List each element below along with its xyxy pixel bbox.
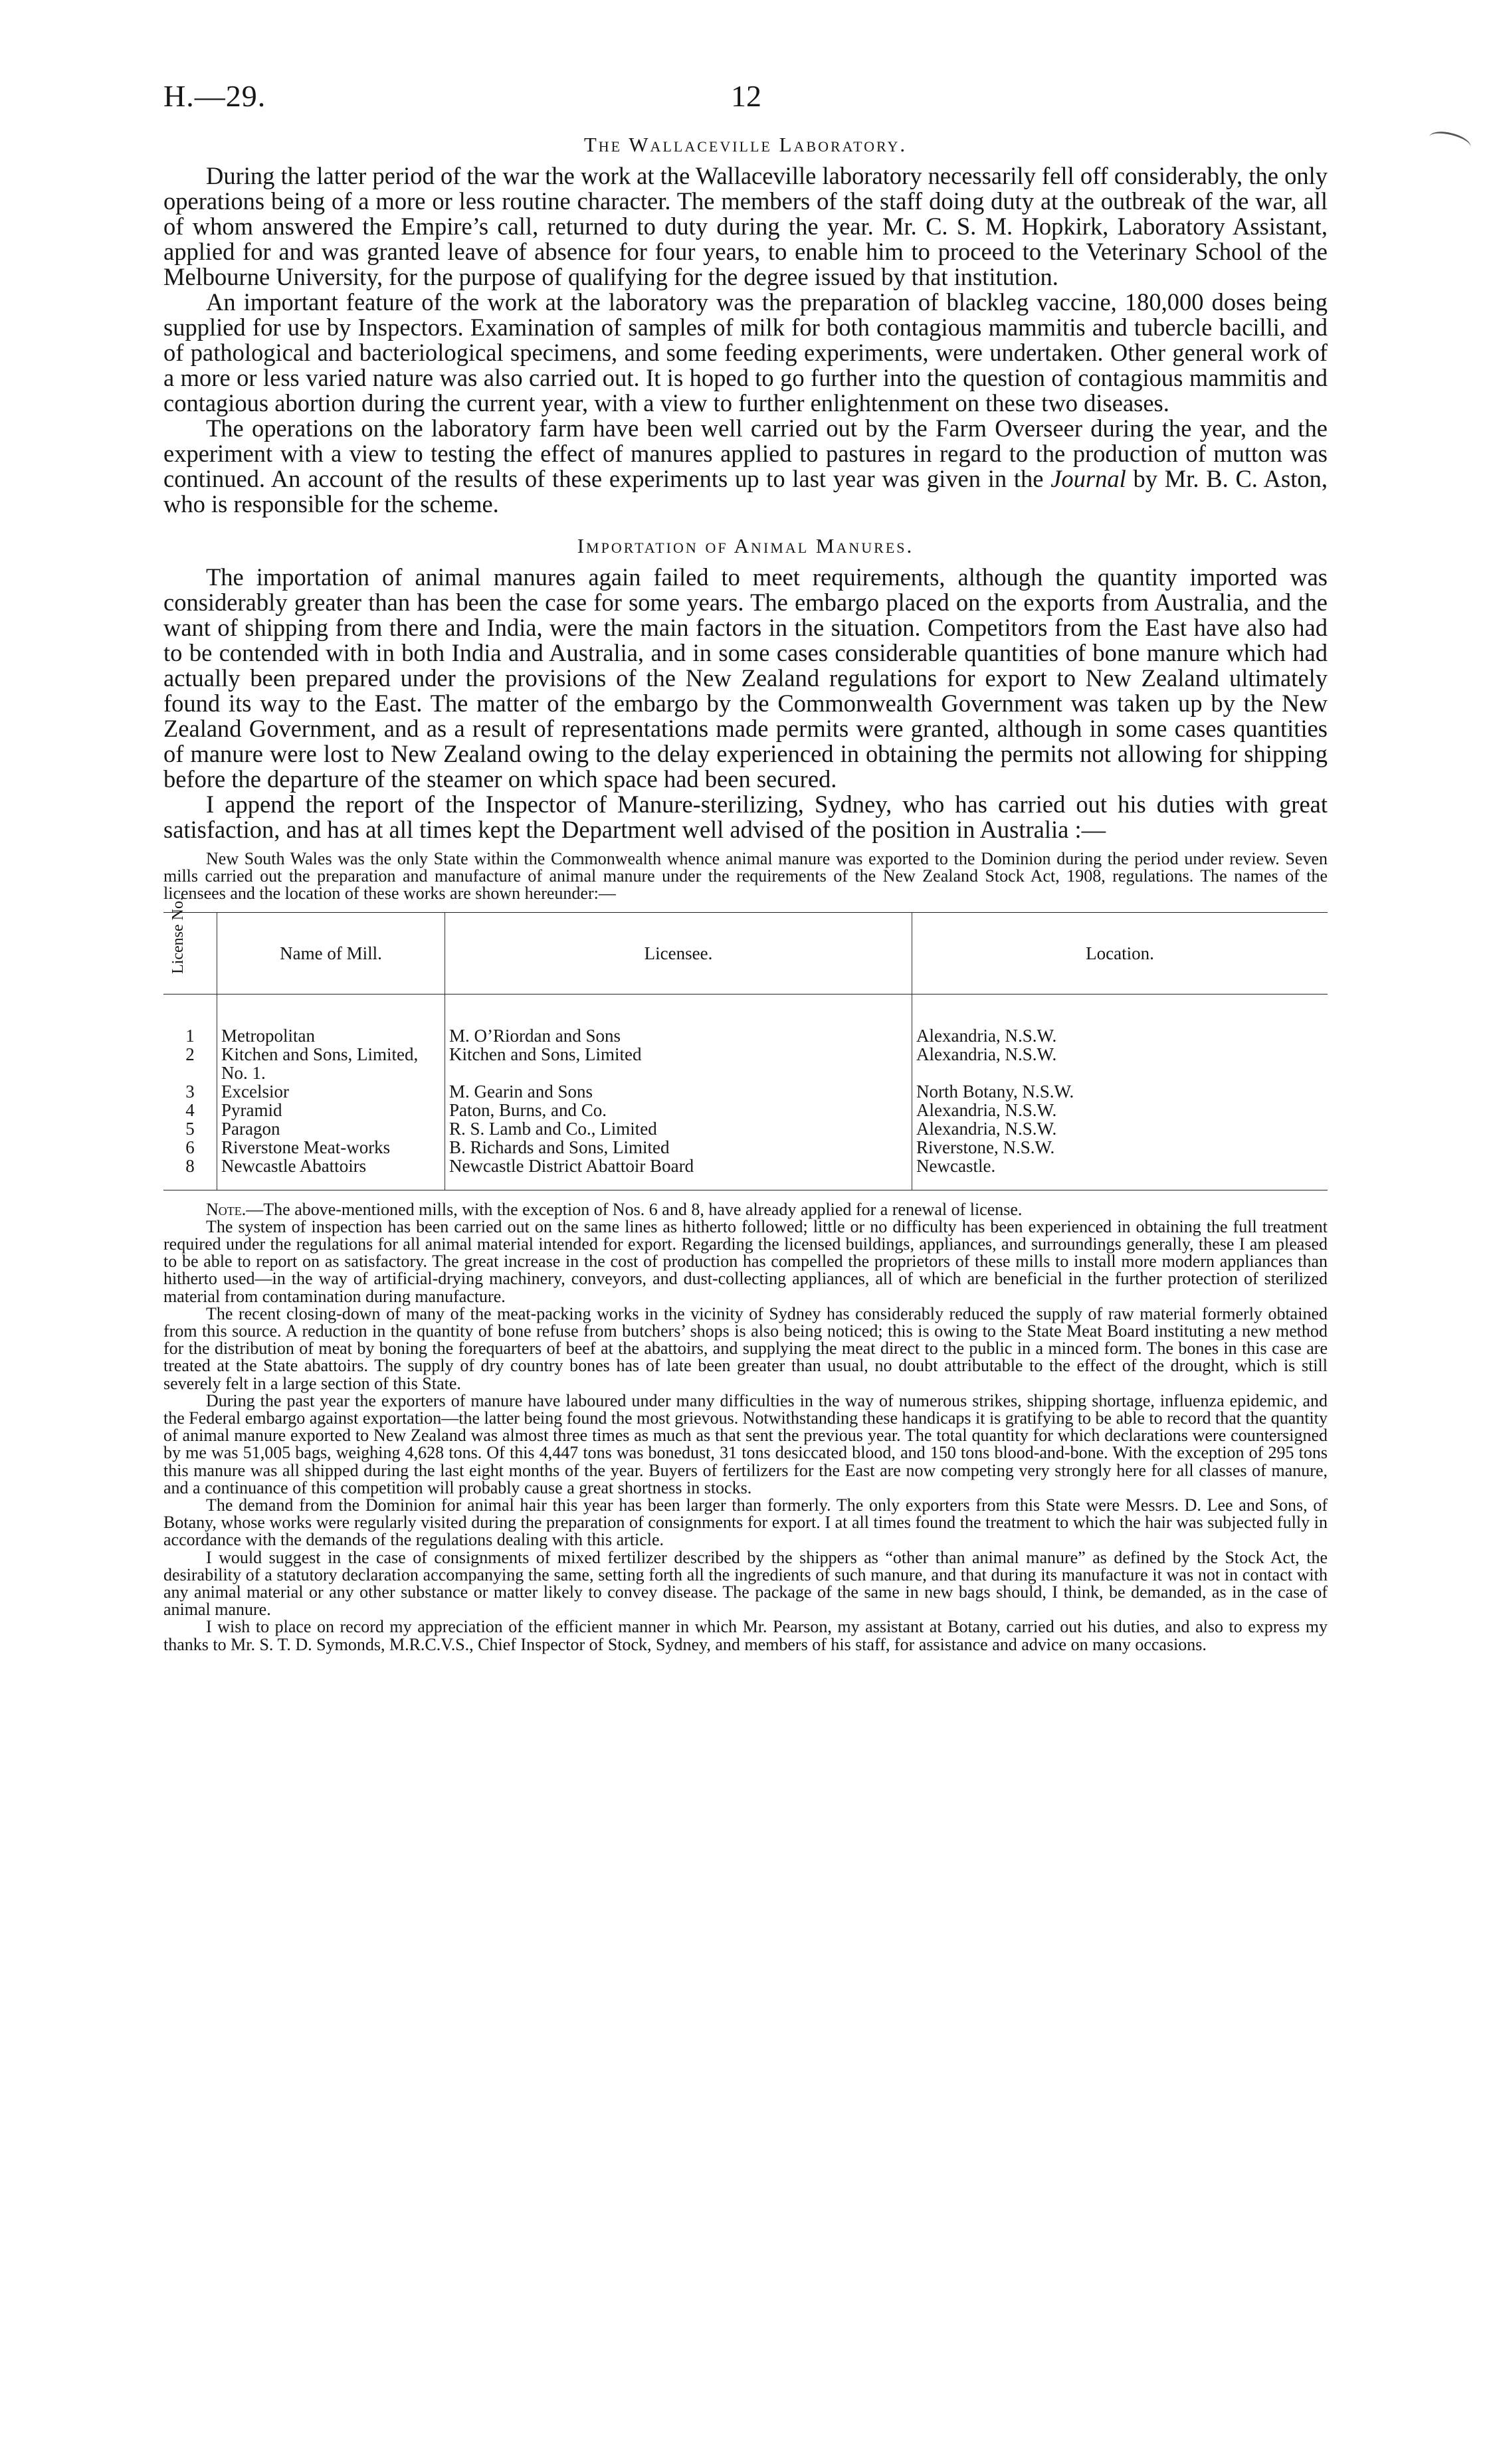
table-row (163, 1045, 1328, 1082)
mill-location: Alexandria, N.S.W. (912, 1101, 1328, 1119)
column-header-location: Location. (912, 912, 1328, 994)
table-row (163, 1082, 1328, 1101)
table-header-row (163, 912, 1328, 994)
mill-location: Alexandria, N.S.W. (912, 1026, 1328, 1045)
page-number: 12 (731, 79, 761, 113)
table-note (163, 1201, 1328, 1218)
report-paragraph: During the past year the exporters of manure have laboured under many difficulties in the way of numerous strikes, shipping shortage, influenza epidemic, and the Federal embargo against exportation—the latter being found the most grievous. Notwithstanding these handicaps it is gratifying to be able to record that the quantity of animal manure exported to New Zealand was almost three times as much as that sent the previous year. The total quantity for which declarations were countersigned by me was 51,005 bags, weighing 4,628 tons. Of this 4,447 tons was bonedust, 31 tons desiccated blood, and 150 tons blood-and-bone. With the exception of 295 tons this manure was all shipped during the last eight months of the year. Buyers of fertilizers for the East are now competing very strongly here for all classes of manure, and a continuance of this competition will probably cause a great shortness in stocks. (163, 1390, 1328, 1497)
license-number: 1 (185, 1025, 195, 1046)
journal-title: Journal (1050, 465, 1126, 492)
column-header-mill: Name of Mill. (217, 912, 445, 994)
mill-name: Riverstone Meat-works (217, 1138, 445, 1157)
report-paragraph: The system of inspection has been carried out on the same lines as hitherto followed; little or no difficulty has been experienced in obtaining the full treatment required under the regulations for all animal material intended for export. Regarding the licensed buildings, appliances, and surroundings generally, these I am pleased to be able to report on as satisfactory. The great increase in the cost of production has compelled the proprietors of these mills to install more modern appliances than hitherto used—in the way of artificial-drying machinery, conveyors, and dust-collecting appliances, all of which are beneficial in the further protection of sterilized material from contamination during manufacture. (163, 1216, 1328, 1306)
mill-name: Metropolitan (217, 1026, 445, 1045)
report-paragraph: The demand from the Dominion for animal hair this year has been larger than formerly. The only exporters from this State were Messrs. D. Lee and Sons, of Botany, whose works were regularly visited during the preparation of consignments for export. I at all times found the treatment to which the hair was subjected fully in accordance with the demands of the regulations dealing with this article. (163, 1495, 1328, 1550)
license-number: 2 (185, 1044, 195, 1064)
licensee-name: M. Gearin and Sons (445, 1082, 912, 1101)
license-number: 3 (185, 1081, 195, 1101)
table-row (163, 1026, 1328, 1045)
licensee-name: B. Richards and Sons, Limited (445, 1138, 912, 1157)
body-paragraph: The importation of animal manures again failed to meet requirements, although the quantity imported was considerably greater than has been the case for some years. The embargo placed on the exports from Australia, and the want of shipping from there and India, were the main factors in the situation. Competitors from the East have also had to be contended with in both India and Australia, and in some cases considerable quantities of bone manure which had actually been prepared under the provisions of the New Zealand regulations for export to New Zealand ultimately found its way to the East. The matter of the embargo by the Commonwealth Government was taken up by the New Zealand Government, and as a result of representations made permits were granted, although in some cases quantities of manure were lost to New Zealand owing to the delay experienced in obtaining the permits not allowing for shipping before the departure of the steamer on which space had been secured. (163, 563, 1328, 793)
mill-location: Riverstone, N.S.W. (912, 1138, 1328, 1157)
column-header-license-no: License No. (163, 912, 217, 994)
body-paragraph (163, 416, 1328, 517)
report-paragraph: The recent closing-down of many of the meat-packing works in the vicinity of Sydney has considerably reduced the supply of raw material formerly obtained from this source. A reduction in the quantity of bone refuse from butchers’ shops is also being noticed; this is owing to the State Meat Board instituting a new method for the distribution of meat by boning the forequarters of beef at the abattoirs, and supplying the meat direct to the public in a minced form. The bones in this case are treated at the State abattoirs. The supply of dry country bones has of late been greater than usual, no doubt attributable to the effect of the drought, which is still severely felt in a large section of this State. (163, 1303, 1328, 1393)
mill-location: North Botany, N.S.W. (912, 1082, 1328, 1101)
table-row (163, 1157, 1328, 1190)
report-intro: New South Wales was the only State within the Commonwealth whence animal manure was exported to the Dominion during the period under review. Seven mills carried out the preparation and manufacture of animal manure under the requirements of the New Zealand Stock Act, 1908, regulations. The names of the licensees and the location of these works are shown hereunder:— (163, 849, 1328, 903)
licensee-name: Newcastle District Abattoir Board (445, 1157, 912, 1190)
body-paragraph: I append the report of the Inspector of Manure-sterilizing, Sydney, who has carried out his duties with great satisfaction, and has at all times kept the Department well advised of the position in Australia :— (163, 791, 1328, 843)
license-number: 6 (185, 1137, 195, 1157)
licensee-name: R. S. Lamb and Co., Limited (445, 1119, 912, 1138)
body-paragraph: An important feature of the work at the laboratory was the preparation of blackleg vaccine, 180,000 doses being supplied for use by Inspectors. Examination of samples of milk for both contagious mammitis and tubercle bacilli, and of pathological and bacteriological specimens, and some feeding experiments, were undertaken. Other general work of a more or less varied nature was also carried out. It is hoped to go further into the question of contagious mammitis and contagious abortion during the current year, with a view to further enlightenment on these two diseases. (163, 288, 1328, 417)
license-number: 4 (185, 1099, 195, 1120)
note-label: Note. (206, 1199, 247, 1219)
mill-name: Excelsior (217, 1082, 445, 1101)
mill-name: Pyramid (217, 1101, 445, 1119)
mill-name: Paragon (217, 1119, 445, 1138)
mills-table (163, 896, 1328, 1190)
mill-location: Newcastle. (912, 1157, 1328, 1190)
column-header-licensee: Licensee. (445, 912, 912, 994)
table-row (163, 1119, 1328, 1138)
mill-location: Alexandria, N.S.W. (912, 1119, 1328, 1138)
license-number: 5 (185, 1118, 195, 1139)
paragraph-text: by Mr. B. C. Aston, who is responsible for the scheme. (163, 465, 1328, 518)
body-paragraph: During the latter period of the war the work at the Wallaceville laboratory necessarily fell off considerably, the only operations being of a more or less routine character. The members of the staff doing duty at the outbreak of the war, all of whom answered the Empire’s call, returned to duty during the year. Mr. C. S. M. Hopkirk, Laboratory Assistant, applied for and was granted leave of absence for four years, to enable him to proceed to the Veterinary School of the Melbourne University, for the purpose of qualifying for the degree issued by that institution. (163, 162, 1328, 290)
mill-location: Alexandria, N.S.W. (912, 1045, 1328, 1082)
inspector-report (163, 850, 1328, 1654)
note-text: —The above-mentioned mills, with the exception of Nos. 6 and 8, have already applied for a renewal of license. (246, 1199, 1023, 1219)
licensee-name: Kitchen and Sons, Limited (445, 1045, 912, 1082)
section-title-animal-manures: Importation of Animal Manures. (577, 534, 914, 557)
main-content (163, 133, 1328, 1654)
document-reference: H.—29. (163, 79, 266, 113)
licensee-name: Paton, Burns, and Co. (445, 1101, 912, 1119)
table-row (163, 1138, 1328, 1157)
section-title-wallaceville: The Wallaceville Laboratory. (583, 133, 908, 156)
page-header (0, 78, 1491, 125)
mill-name: Newcastle Abattoirs (217, 1157, 445, 1190)
mill-name: Kitchen and Sons, Limited, No. 1. (217, 1045, 445, 1082)
licensee-name: M. O’Riordan and Sons (445, 1026, 912, 1045)
table-row (163, 1101, 1328, 1119)
license-number: 8 (163, 1157, 217, 1190)
paragraph-text: The operations on the laboratory farm have been well carried out by the Farm Overseer during the year, and the experiment with a view to testing the effect of manures applied to pastures in regard to the production of mutton was continued. An account of the results of these experiments up to last year was given in the (163, 415, 1328, 492)
page-edge-mark (1427, 128, 1473, 156)
report-paragraph: I wish to place on record my appreciation of the efficient manner in which Mr. Pearson, my assistant at Botany, carried out his duties, and also to express my thanks to Mr. S. T. D. Symonds, M.R.C.V.S., Chief Inspector of Stock, Sydney, and members of his staff, for assistance and advice on many occasions. (163, 1617, 1328, 1654)
report-paragraph: I would suggest in the case of consignments of mixed fertilizer described by the shippers as “other than animal manure” as defined by the Stock Act, the desirability of a statutory declaration accompanying the same, setting forth all the ingredients of such manure, and that during its manufacture it was not in contact with any animal material or any other substance or matter likely to convey disease. The package of the same in new bags should, I think, be demanded, as in the case of animal manure. (163, 1547, 1328, 1620)
